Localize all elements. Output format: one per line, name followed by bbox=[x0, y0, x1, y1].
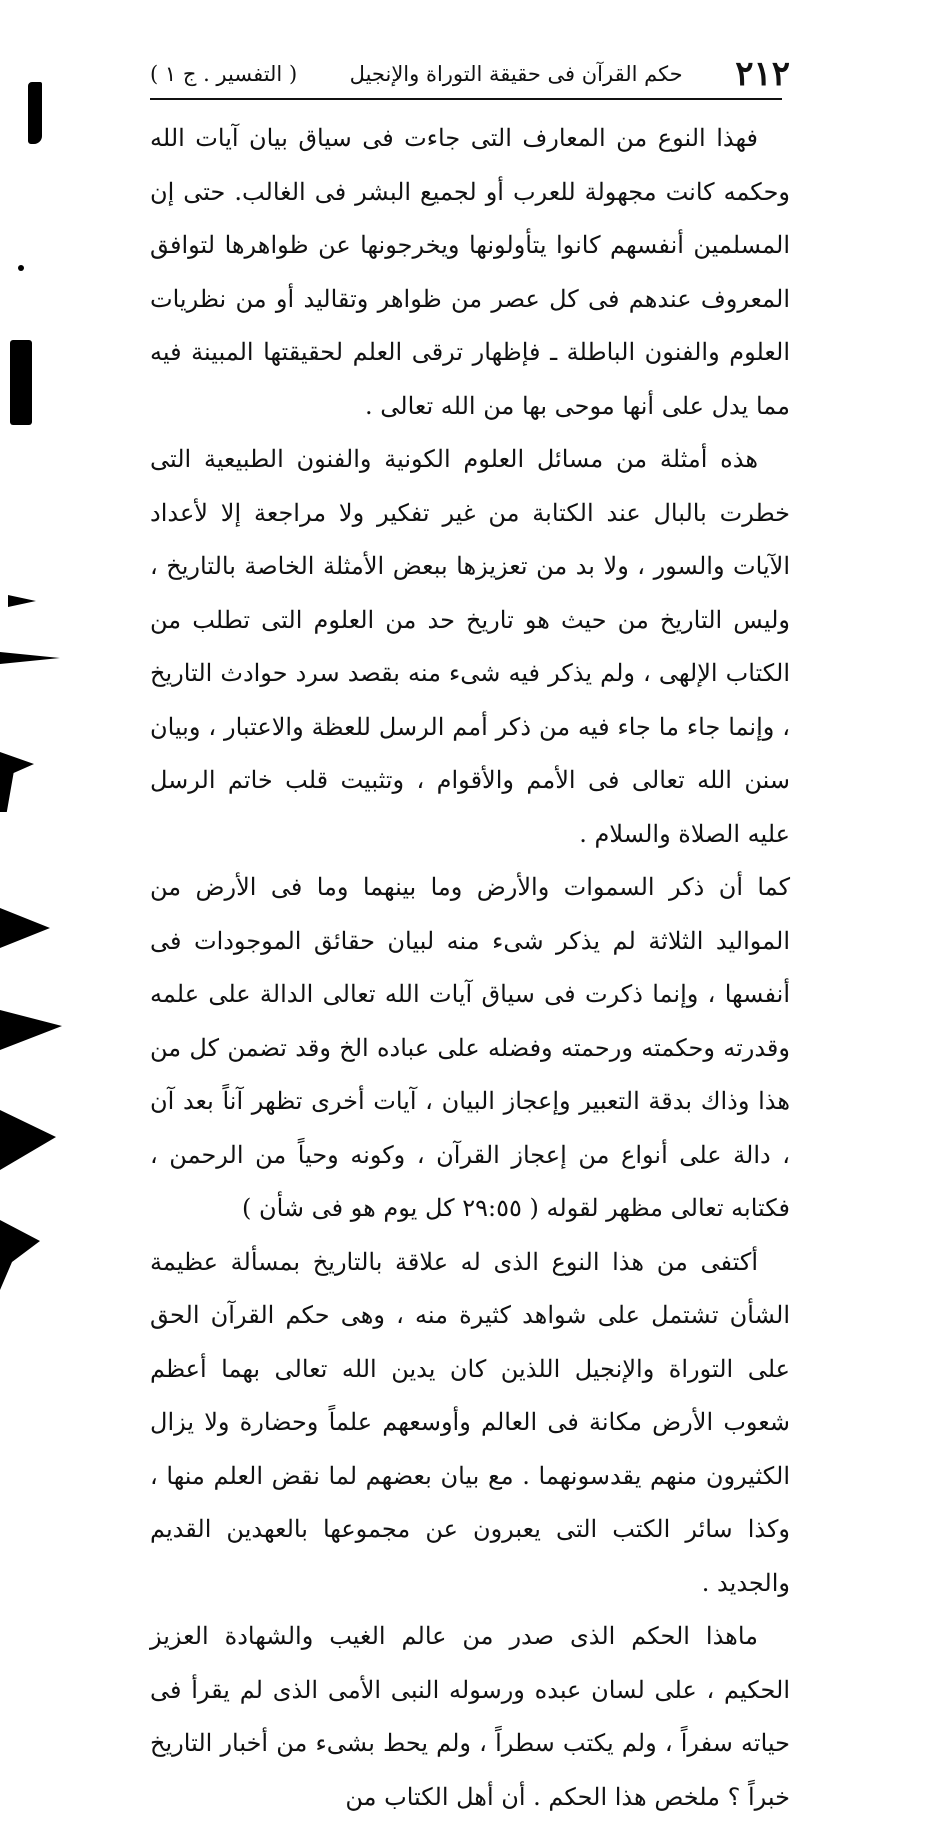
paragraph: ماهذا الحكم الذى صدر من عالم الغيب والشهادة العزيز الحكيم ، على لسان عبده ورسوله النبى الأمى الذى لم يقرأ فى حياته سفراً ، ولم يكتب سطراً ، ولم يحط بشىء من أخبار التاريخ خبراً ؟ ملخص هذا الحكم . أن أهل الكتاب من bbox=[150, 1622, 790, 1811]
section-label: ( التفسير . ج ١ ) bbox=[150, 62, 298, 86]
scan-mark bbox=[0, 752, 34, 812]
scan-mark bbox=[0, 1110, 56, 1170]
header-rule bbox=[150, 98, 782, 100]
paragraph: أكتفى من هذا النوع الذى له علاقة بالتاريخ بمسألة عظيمة الشأن تشتمل على شواهد كثيرة منه ، وهى حكم القرآن الحق على التوراة والإنجيل اللذين كان يدين الله تعالى بهما أعظم شعوب الأرض مكانة فى العالم وأوسعهم علماً وحضارة ولا يزال الكثيرون منهم يقدسونهما . مع بيان بعضهم لما نقض العلم منها ، وكذا سائر الكتب التى يعبرون عن مجموعها بالعهدين القديم والجديد . bbox=[150, 1247, 790, 1597]
scan-mark bbox=[28, 82, 42, 144]
paragraph: فهذا النوع من المعارف التى جاءت فى سياق بيان آيات الله وحكمه كانت مجهولة للعرب أو لجميع البشر فى الغالب. حتى إن المسلمين أنفسهم كانوا يتأولونها ويخرجونها عن ظواهرها لتوافق المعروف عندهم فى كل عصر من ظواهر وتقاليد أو من نظريات العلوم والفنون الباطلة ـ فإظهار ترقى العلم لحقيقتها المبينة فيه مما يدل على أنها موحى بها من الله تعالى . bbox=[150, 124, 790, 420]
scan-mark bbox=[10, 340, 32, 425]
scan-mark bbox=[0, 1220, 40, 1290]
page-header bbox=[150, 52, 790, 96]
body-text bbox=[150, 112, 790, 1824]
paragraph: كما أن ذكر السموات والأرض وما بينهما وما فى الأرض من المواليد الثلاثة لم يذكر شىء منه لبيان حقائق الموجودات فى أنفسها ، وإنما ذكرت فى سياق آيات الله تعالى الدالة على علمه وقدرته وحكمته ورحمته وفضله على عباده الخ وقد تضمن كل من هذا وذاك بدقة التعبير وإعجاز البيان ، آيات أخرى تظهر آناً بعد آن ، دالة على أنواع من إعجاز القرآن ، وكونه وحياً من الرحمن ، فكتابه تعالى مظهر لقوله ( ٢٩:٥٥ كل يوم هو فى شأن ) bbox=[150, 873, 790, 1222]
scan-mark bbox=[0, 1010, 62, 1050]
paragraph: هذه أمثلة من مسائل العلوم الكونية والفنون الطبيعية التى خطرت بالبال عند الكتابة من غير تفكير ولا مراجعة إلا لأعداد الآيات والسور ، ولا بد من تعزيزها ببعض الأمثلة الخاصة بالتاريخ ، وليس التاريخ من حيث هو تاريخ حد من العلوم التى تطلب من الكتاب الإلهى ، ولم يذكر فيه شىء منه بقصد سرد حوادث التاريخ ، وإنما جاء ما جاء فيه من ذكر أمم الرسل للعظة والاعتبار ، وبيان سنن الله تعالى فى الأمم والأقوام ، وتثبيت قلب خاتم الرسل عليه الصلاة والسلام . bbox=[150, 445, 790, 848]
page-number: ٢١٢ bbox=[735, 54, 790, 94]
running-title: حكم القرآن فى حقيقة التوراة والإنجيل bbox=[349, 62, 683, 86]
scan-mark bbox=[0, 652, 60, 664]
scan-mark bbox=[8, 595, 36, 607]
scan-mark bbox=[0, 908, 50, 948]
scan-mark bbox=[18, 265, 24, 271]
